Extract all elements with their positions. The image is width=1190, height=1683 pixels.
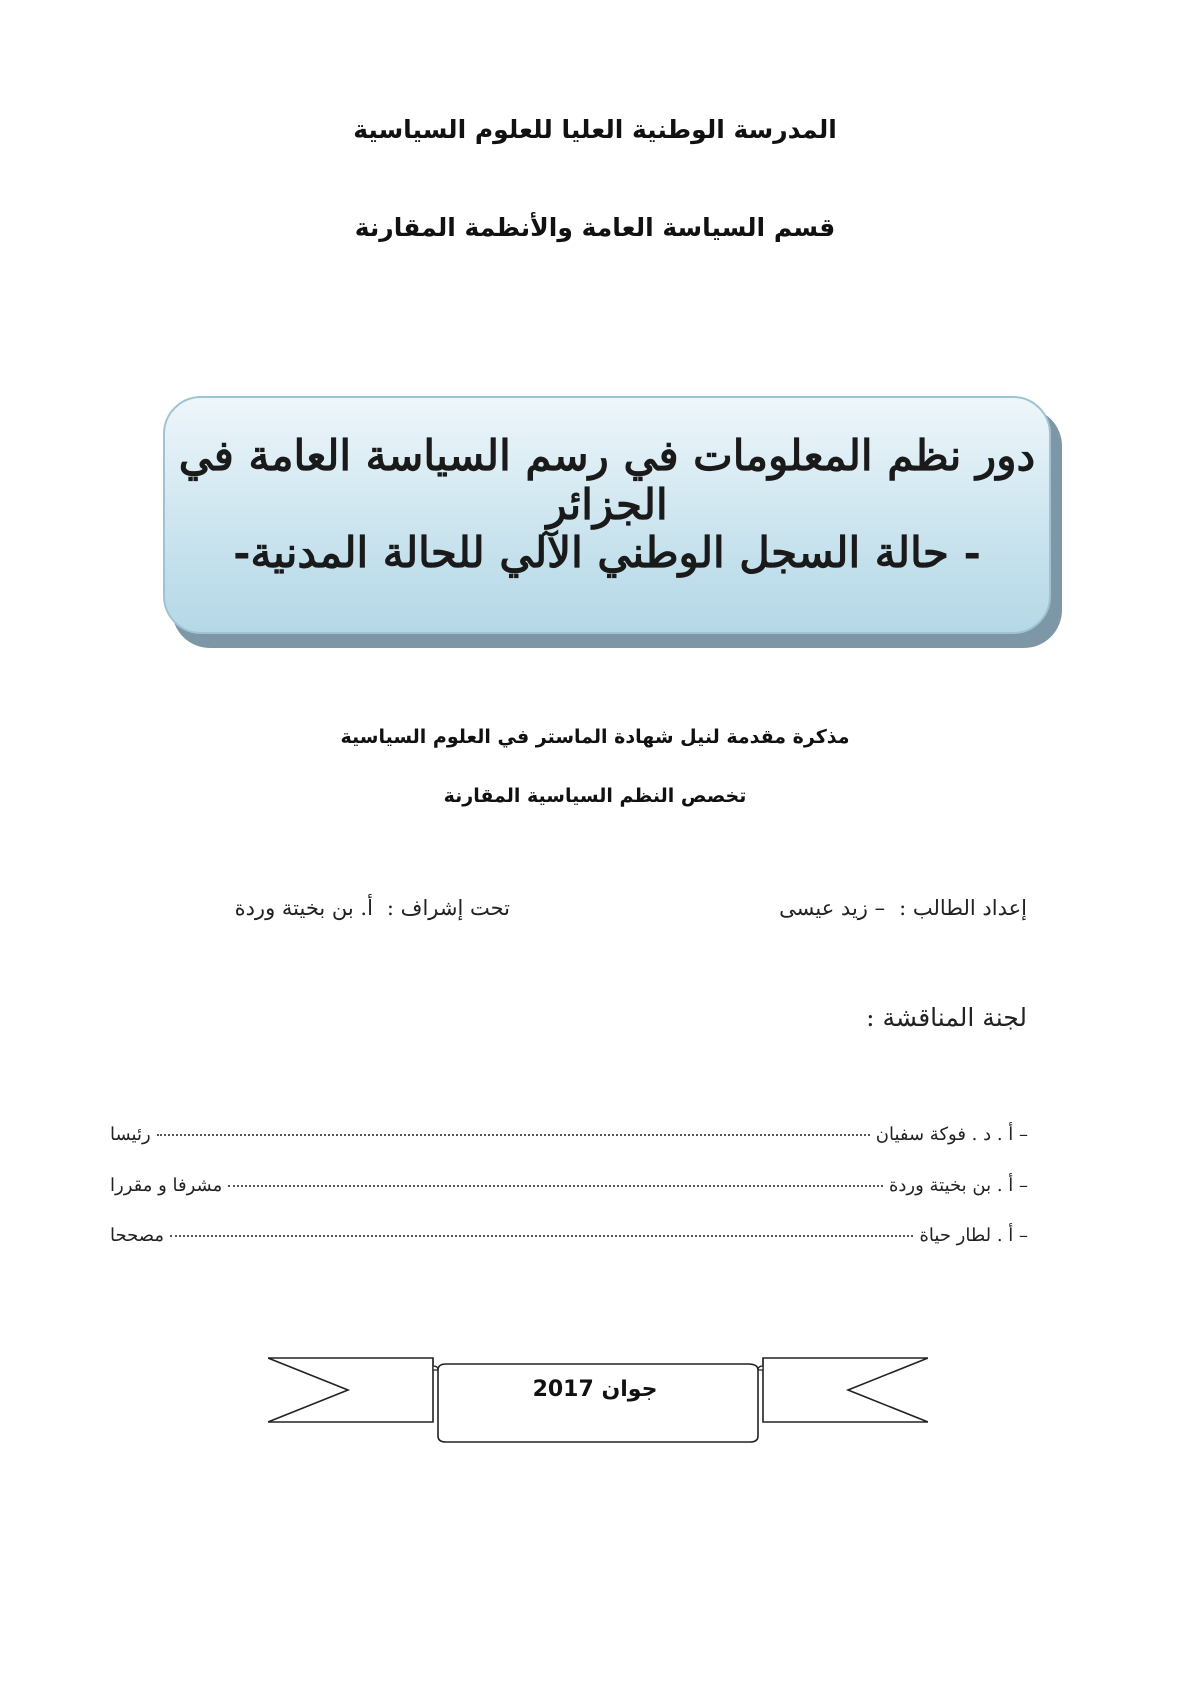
supervisor-label: تحت إشراف :	[386, 896, 510, 920]
member-name: – أ . د . فوكة سفيان	[875, 1124, 1028, 1145]
dotted-leader	[170, 1235, 914, 1237]
submission-date: جوان 2017	[532, 1377, 658, 1402]
thesis-title: دور نظم المعلومات في رسم السياسة العامة في الجزائر	[178, 431, 1036, 529]
committee-member-row	[110, 1225, 1028, 1246]
member-name: – أ . لطار حياة	[919, 1225, 1028, 1246]
dotted-leader	[228, 1185, 883, 1187]
student-name: – زيد عيسى	[779, 896, 886, 920]
department-name: قسم السياسة العامة والأنظمة المقارنة	[354, 213, 836, 242]
title-box	[163, 396, 1051, 634]
supervisor-name: أ. بن بخيتة وردة	[234, 896, 373, 920]
member-name: – أ . بن بخيتة وردة	[888, 1175, 1028, 1196]
committee-title: لجنة المناقشة :	[866, 1003, 1027, 1032]
member-role: مصححا	[110, 1225, 164, 1246]
thesis-description: مذكرة مقدمة لنيل شهادة الماستر في العلوم السياسية	[340, 726, 850, 748]
dotted-leader	[157, 1134, 870, 1136]
committee-member-row	[110, 1124, 1028, 1145]
specialization: تخصص النظم السياسية المقارنة	[443, 785, 747, 807]
student-block	[779, 896, 1027, 920]
member-role: رئيسا	[110, 1124, 151, 1145]
student-label: إعداد الطالب :	[899, 896, 1027, 920]
committee-member-row	[110, 1175, 1028, 1196]
supervisor-block	[235, 896, 510, 920]
member-role: مشرفا و مقررا	[110, 1175, 223, 1196]
thesis-subtitle: - حالة السجل الوطني الآلي للحالة المدنية-	[233, 528, 981, 577]
school-name: المدرسة الوطنية العليا للعلوم السياسية	[353, 115, 837, 144]
